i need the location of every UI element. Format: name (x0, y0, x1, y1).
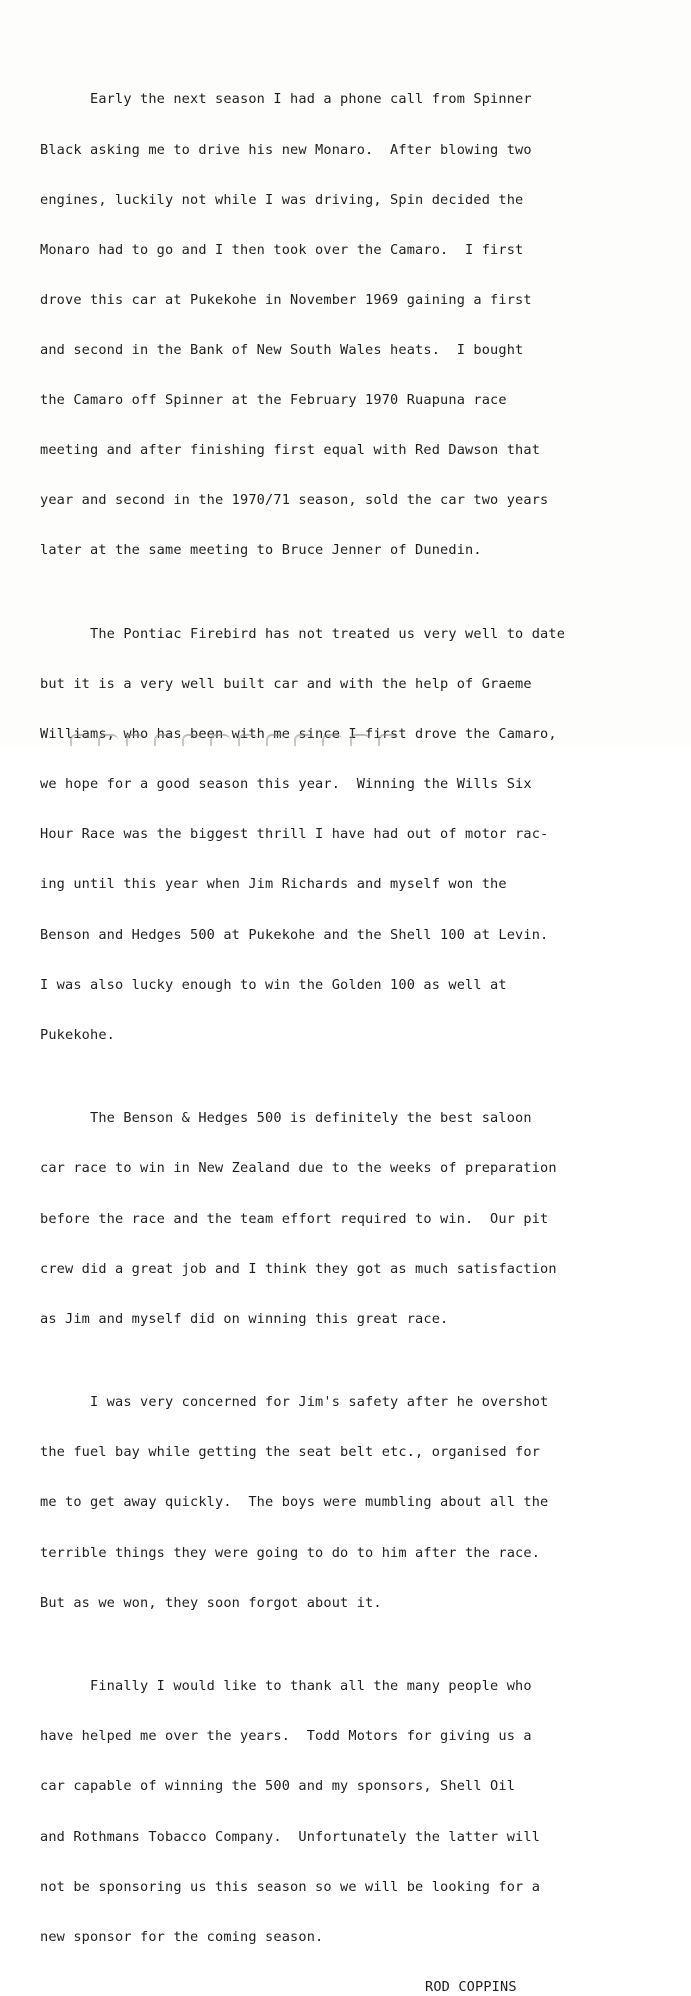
text-line: before the race and the team effort required to win. Our pit (40, 1210, 549, 1227)
paragraph-1 (40, 58, 690, 593)
paragraph-4 (40, 1361, 690, 1645)
paragraph-2 (40, 593, 690, 1077)
text-line: drove this car at Pukekohe in November 1969 gaining a first (40, 291, 532, 308)
text-line: ing until this year when Jim Richards and myself won the (40, 876, 507, 893)
text-line: Williams, who has been with me since I first drove the Camaro, (40, 726, 557, 743)
text-line: The Pontiac Firebird has not treated us very well to date (40, 625, 566, 642)
text-line: meeting and after finishing first equal with Red Dawson that (40, 442, 541, 459)
ornament-mark (154, 734, 174, 746)
paragraph-3 (40, 1077, 690, 1361)
ornament-mark (350, 734, 370, 746)
text-line: engines, luckily not while I was driving, Spin decided the (40, 191, 524, 208)
text-line: car capable of winning the 500 and my sponsors, Shell Oil (40, 1778, 516, 1795)
ornament-mark (378, 734, 398, 746)
ornament-mark (182, 734, 202, 746)
ornament-mark (70, 734, 90, 746)
text-line: But as we won, they soon forgot about it. (40, 1594, 382, 1611)
text-line: Pukekohe. (40, 1026, 116, 1043)
ornament-mark (294, 734, 314, 746)
ornament-mark (322, 734, 342, 746)
decorative-border (70, 733, 410, 745)
ornament-mark (126, 734, 146, 746)
ornament-mark (98, 734, 118, 746)
text-line: Benson and Hedges 500 at Pukekohe and the Shell 100 at Levin. (40, 926, 549, 943)
text-line: Finally I would like to thank all the many people who (40, 1678, 532, 1695)
text-line: The Benson & Hedges 500 is definitely the best saloon (40, 1110, 532, 1127)
text-line: but it is a very well built car and with the help of Graeme (40, 676, 532, 693)
ornament-mark (238, 734, 258, 746)
text-line: I was also lucky enough to win the Golden 100 as well at (40, 976, 507, 993)
text-line: I was very concerned for Jim's safety after he overshot (40, 1394, 549, 1411)
text-line: have helped me over the years. Todd Motors for giving us a (40, 1728, 532, 1745)
ornament-mark (210, 734, 230, 746)
text-line: new sponsor for the coming season. (40, 1928, 324, 1945)
text-line: as Jim and myself did on winning this great race. (40, 1310, 449, 1327)
text-line: later at the same meeting to Bruce Jenner of Dunedin. (40, 542, 482, 559)
text-line: terrible things they were going to do to him after the race. (40, 1544, 541, 1561)
author-signature: ROD COPPINS (425, 1978, 517, 1995)
text-line: Black asking me to drive his new Monaro. After blowing two (40, 141, 532, 158)
text-line: the fuel bay while getting the seat belt etc., organised for (40, 1444, 541, 1461)
text-line: and second in the Bank of New South Wales heats. I bought (40, 341, 524, 358)
text-line: crew did a great job and I think they got as much satisfaction (40, 1260, 557, 1277)
text-line: not be sponsoring us this season so we will be looking for a (40, 1878, 541, 1895)
text-line: Early the next season I had a phone call from Spinner (40, 91, 532, 108)
text-line: year and second in the 1970/71 season, sold the car two years (40, 492, 549, 509)
article-body (40, 58, 690, 1996)
text-line: we hope for a good season this year. Winning the Wills Six (40, 776, 532, 793)
text-line: Monaro had to go and I then took over the Camaro. I first (40, 241, 524, 258)
paragraph-5 (40, 1645, 690, 1979)
ornament-mark (266, 734, 286, 746)
text-line: car race to win in New Zealand due to the weeks of preparation (40, 1160, 557, 1177)
text-line: and Rothmans Tobacco Company. Unfortunately the latter will (40, 1828, 541, 1845)
text-line: Hour Race was the biggest thrill I have had out of motor rac- (40, 826, 549, 843)
text-line: me to get away quickly. The boys were mumbling about all the (40, 1494, 549, 1511)
text-line: the Camaro off Spinner at the February 1970 Ruapuna race (40, 392, 507, 409)
